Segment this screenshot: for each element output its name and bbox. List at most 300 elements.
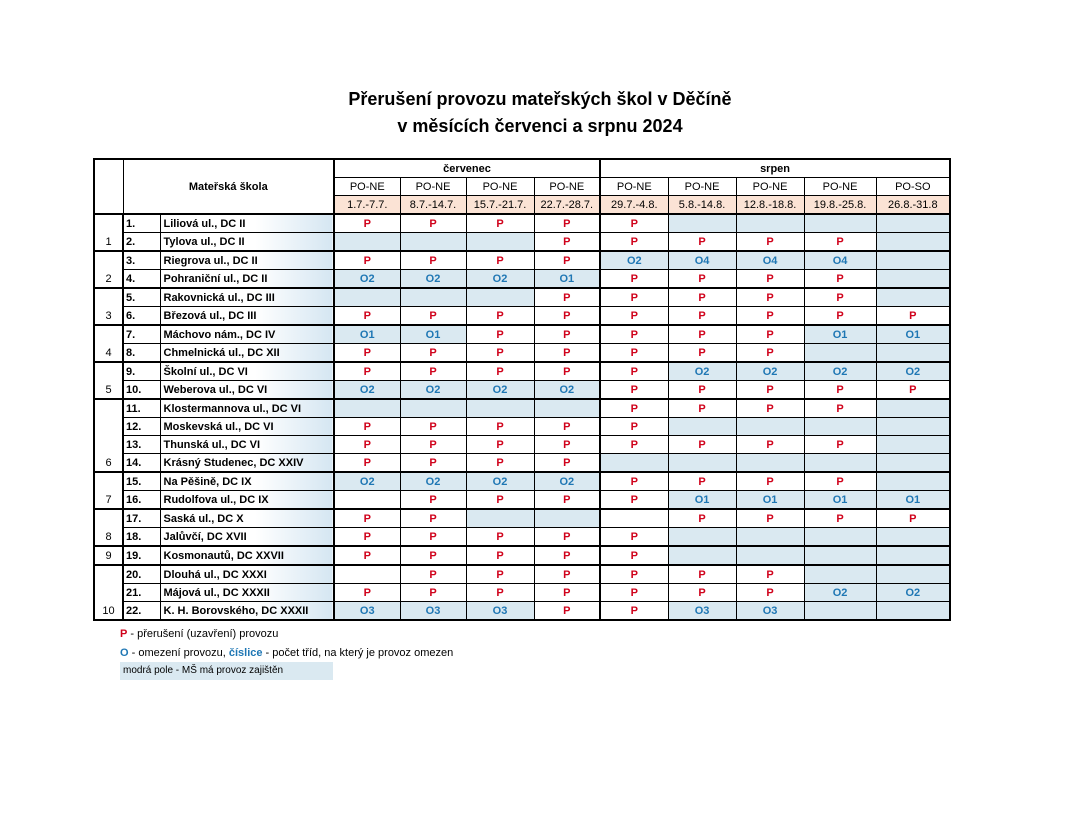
closure-mark: P <box>563 328 571 341</box>
limited-mark: O2 <box>425 272 441 285</box>
status-cell <box>466 472 534 491</box>
closure-mark: P <box>630 475 638 488</box>
status-cell <box>668 418 736 436</box>
closure-mark: P <box>429 309 437 322</box>
status-cell <box>334 528 400 547</box>
closure-mark: P <box>630 383 638 396</box>
status-cell <box>466 251 534 270</box>
weekday-header: PO-NE <box>804 178 876 196</box>
status-cell <box>534 509 600 528</box>
school-number: 17. <box>123 509 160 528</box>
status-cell <box>736 565 804 584</box>
status-cell <box>600 399 668 418</box>
status-cell <box>400 233 466 252</box>
closure-mark: P <box>429 217 437 230</box>
table-row <box>94 602 950 621</box>
legend-p-symbol: P <box>120 628 128 640</box>
status-cell <box>334 399 400 418</box>
closure-mark: P <box>563 586 571 599</box>
status-cell <box>600 528 668 547</box>
status-cell <box>804 546 876 565</box>
school-name: Liliová ul., DC II <box>160 214 334 233</box>
limited-mark: O2 <box>425 475 441 488</box>
status-cell <box>668 270 736 289</box>
weekday-header: PO-NE <box>400 178 466 196</box>
status-cell <box>534 472 600 491</box>
table-row <box>94 307 950 326</box>
status-cell <box>876 472 950 491</box>
status-cell <box>876 528 950 547</box>
status-cell <box>334 214 400 233</box>
status-cell <box>804 472 876 491</box>
status-cell <box>600 491 668 510</box>
status-cell <box>876 565 950 584</box>
school-number: 14. <box>123 454 160 473</box>
closure-mark: P <box>363 438 371 451</box>
closure-mark: P <box>630 438 638 451</box>
table-row <box>94 454 950 473</box>
closure-mark: P <box>766 402 774 415</box>
closure-mark: P <box>630 346 638 359</box>
status-cell <box>804 509 876 528</box>
status-cell <box>400 472 466 491</box>
status-cell <box>736 602 804 621</box>
status-cell <box>334 584 400 602</box>
week-date-header: 8.7.-14.7. <box>400 196 466 215</box>
status-cell <box>804 436 876 454</box>
title-line-2: v měsících červenci a srpnu 2024 <box>397 116 683 136</box>
status-cell <box>668 472 736 491</box>
closure-mark: P <box>429 420 437 433</box>
closure-mark: P <box>836 512 844 525</box>
status-cell <box>600 344 668 363</box>
limited-mark: O1 <box>762 493 778 506</box>
closure-mark: P <box>698 328 706 341</box>
closure-mark: P <box>630 217 638 230</box>
school-name: Saská ul., DC X <box>160 509 334 528</box>
status-cell <box>400 546 466 565</box>
status-cell <box>804 251 876 270</box>
closure-mark: P <box>630 420 638 433</box>
table-row <box>94 491 950 510</box>
status-cell <box>668 546 736 565</box>
status-cell <box>736 584 804 602</box>
closure-mark: P <box>363 365 371 378</box>
limited-mark: O4 <box>762 254 778 267</box>
closure-mark: P <box>496 493 504 506</box>
status-cell <box>466 546 534 565</box>
limited-mark: O1 <box>832 328 848 341</box>
status-cell <box>668 399 736 418</box>
closure-mark: P <box>563 530 571 543</box>
header-row-months <box>94 159 950 178</box>
closure-mark: P <box>766 346 774 359</box>
school-name: Májová ul., DC XXXII <box>160 584 334 602</box>
closure-mark: P <box>496 568 504 581</box>
limited-mark: O3 <box>492 604 508 617</box>
status-cell <box>600 251 668 270</box>
closure-mark: P <box>630 568 638 581</box>
closure-mark: P <box>836 402 844 415</box>
school-name: Školní ul., DC VI <box>160 362 334 381</box>
status-cell <box>668 491 736 510</box>
status-cell <box>668 344 736 363</box>
status-cell <box>668 325 736 344</box>
limited-mark: O1 <box>359 328 375 341</box>
closure-mark: P <box>766 328 774 341</box>
table-row <box>94 509 950 528</box>
closure-mark: P <box>429 530 437 543</box>
limited-mark: O1 <box>905 328 921 341</box>
status-cell <box>876 270 950 289</box>
table-row <box>94 528 950 547</box>
status-cell <box>534 344 600 363</box>
closure-mark: P <box>836 438 844 451</box>
status-cell <box>466 565 534 584</box>
school-name: Thunská ul., DC VI <box>160 436 334 454</box>
week-date-header: 5.8.-14.8. <box>668 196 736 215</box>
status-cell <box>876 344 950 363</box>
school-name: Riegrova ul., DC II <box>160 251 334 270</box>
status-cell <box>534 528 600 547</box>
closure-mark: P <box>630 402 638 415</box>
weekday-header: PO-SO <box>876 178 950 196</box>
status-cell <box>534 214 600 233</box>
closure-mark: P <box>630 586 638 599</box>
school-name: Weberova ul., DC VI <box>160 381 334 400</box>
table-row <box>94 418 950 436</box>
closure-mark: P <box>496 365 504 378</box>
status-cell <box>876 325 950 344</box>
status-cell <box>804 307 876 326</box>
status-cell <box>876 399 950 418</box>
closure-mark: P <box>698 402 706 415</box>
school-name: Chmelnická ul., DC XII <box>160 344 334 363</box>
status-cell <box>400 509 466 528</box>
status-cell <box>534 381 600 400</box>
limited-mark: O2 <box>762 365 778 378</box>
limited-mark: O2 <box>694 365 710 378</box>
status-cell <box>334 546 400 565</box>
status-cell <box>668 602 736 621</box>
limited-mark: O1 <box>559 272 575 285</box>
status-cell <box>534 270 600 289</box>
status-cell <box>400 565 466 584</box>
status-cell <box>400 288 466 307</box>
status-cell <box>736 381 804 400</box>
status-cell <box>334 602 400 621</box>
closure-mark: P <box>630 309 638 322</box>
status-cell <box>804 418 876 436</box>
school-number: 9. <box>123 362 160 381</box>
status-cell <box>534 418 600 436</box>
closure-mark: P <box>698 346 706 359</box>
table-row <box>94 565 950 584</box>
closure-mark: P <box>766 568 774 581</box>
legend-o-text-b: - počet tříd, na který je provoz omezen <box>262 647 454 659</box>
limited-mark: O4 <box>832 254 848 267</box>
status-cell <box>534 546 600 565</box>
status-cell <box>876 546 950 565</box>
status-cell <box>804 325 876 344</box>
status-cell <box>736 454 804 473</box>
status-cell <box>334 418 400 436</box>
status-cell <box>876 233 950 252</box>
status-cell <box>534 307 600 326</box>
status-cell <box>534 565 600 584</box>
closure-mark: P <box>909 309 917 322</box>
status-cell <box>600 288 668 307</box>
limited-mark: O3 <box>359 604 375 617</box>
status-cell <box>466 454 534 473</box>
group-number: 8 <box>94 509 123 546</box>
school-number: 16. <box>123 491 160 510</box>
status-cell <box>334 233 400 252</box>
status-cell <box>400 251 466 270</box>
status-cell <box>534 436 600 454</box>
closure-mark: P <box>496 549 504 562</box>
closure-mark: P <box>496 586 504 599</box>
status-cell <box>736 270 804 289</box>
header-school: Mateřská škola <box>123 159 334 214</box>
closure-mark: P <box>429 254 437 267</box>
status-cell <box>466 602 534 621</box>
limited-mark: O2 <box>492 475 508 488</box>
weekday-header: PO-NE <box>466 178 534 196</box>
status-cell <box>668 362 736 381</box>
status-cell <box>736 233 804 252</box>
school-name: Máchovo nám., DC IV <box>160 325 334 344</box>
table-row <box>94 288 950 307</box>
status-cell <box>600 307 668 326</box>
closure-mark: P <box>630 291 638 304</box>
closure-mark: P <box>630 549 638 562</box>
school-name: Klostermannova ul., DC VI <box>160 399 334 418</box>
school-name: Krásný Studenec, DC XXIV <box>160 454 334 473</box>
closure-mark: P <box>698 309 706 322</box>
group-number: 4 <box>94 325 123 362</box>
header-month-july: červenec <box>334 159 600 178</box>
status-cell <box>736 288 804 307</box>
status-cell <box>736 436 804 454</box>
status-cell <box>804 362 876 381</box>
closure-mark: P <box>496 254 504 267</box>
weekday-header: PO-NE <box>668 178 736 196</box>
group-number: 7 <box>94 472 123 509</box>
status-cell <box>334 381 400 400</box>
closure-mark: P <box>563 604 571 617</box>
closure-mark: P <box>363 346 371 359</box>
status-cell <box>334 251 400 270</box>
closure-mark: P <box>698 512 706 525</box>
status-cell <box>466 233 534 252</box>
status-cell <box>804 454 876 473</box>
school-name: Jalůvčí, DC XVII <box>160 528 334 547</box>
group-number: 9 <box>94 546 123 565</box>
school-number: 1. <box>123 214 160 233</box>
status-cell <box>534 288 600 307</box>
closure-mark: P <box>563 438 571 451</box>
table-row <box>94 399 950 418</box>
status-cell <box>400 325 466 344</box>
legend-blue: modrá pole - MŠ má provoz zajištěn <box>120 662 333 680</box>
closure-mark: P <box>766 383 774 396</box>
closure-mark: P <box>363 530 371 543</box>
status-cell <box>334 565 400 584</box>
school-number: 22. <box>123 602 160 621</box>
school-number: 12. <box>123 418 160 436</box>
closure-mark: P <box>766 291 774 304</box>
limited-mark: O4 <box>694 254 710 267</box>
weekday-header: PO-NE <box>534 178 600 196</box>
status-cell <box>668 233 736 252</box>
status-cell <box>876 454 950 473</box>
school-name: Tylova ul., DC II <box>160 233 334 252</box>
closure-mark: P <box>836 309 844 322</box>
limited-mark: O2 <box>425 383 441 396</box>
closure-mark: P <box>363 217 371 230</box>
legend-p <box>120 626 278 642</box>
closure-mark: P <box>698 475 706 488</box>
status-cell <box>334 344 400 363</box>
weekday-header: PO-NE <box>736 178 804 196</box>
status-cell <box>736 472 804 491</box>
closure-mark: P <box>766 475 774 488</box>
closure-mark: P <box>630 365 638 378</box>
status-cell <box>400 454 466 473</box>
school-name: Pohraniční ul., DC II <box>160 270 334 289</box>
closure-mark: P <box>563 346 571 359</box>
status-cell <box>400 362 466 381</box>
closure-mark: P <box>496 328 504 341</box>
school-number: 20. <box>123 565 160 584</box>
status-cell <box>534 454 600 473</box>
limited-mark: O2 <box>359 272 375 285</box>
closure-mark: P <box>563 549 571 562</box>
closure-mark: P <box>563 420 571 433</box>
closure-mark: P <box>563 365 571 378</box>
status-cell <box>668 454 736 473</box>
school-number: 21. <box>123 584 160 602</box>
group-number: 5 <box>94 362 123 399</box>
closure-mark: P <box>496 309 504 322</box>
closure-mark: P <box>496 530 504 543</box>
school-name: Kosmonautů, DC XXVII <box>160 546 334 565</box>
status-cell <box>534 325 600 344</box>
status-cell <box>736 307 804 326</box>
school-name: Moskevská ul., DC VI <box>160 418 334 436</box>
school-name: Březová ul., DC III <box>160 307 334 326</box>
closure-mark: P <box>836 272 844 285</box>
closure-mark: P <box>429 493 437 506</box>
limited-mark: O2 <box>492 272 508 285</box>
closure-mark: P <box>363 586 371 599</box>
limited-mark: O2 <box>492 383 508 396</box>
status-cell <box>334 270 400 289</box>
closure-mark: P <box>836 383 844 396</box>
status-cell <box>804 214 876 233</box>
school-number: 10. <box>123 381 160 400</box>
limited-mark: O3 <box>425 604 441 617</box>
group-number: 10 <box>94 565 123 620</box>
status-cell <box>876 307 950 326</box>
legend-o-text-a: - omezení provozu, <box>128 647 229 659</box>
title-line-1: Přerušení provozu mateřských škol v Děčíně <box>348 89 732 109</box>
status-cell <box>668 307 736 326</box>
status-cell <box>876 584 950 602</box>
legend-o-word: číslice <box>228 647 263 659</box>
status-cell <box>600 454 668 473</box>
status-cell <box>400 214 466 233</box>
status-cell <box>466 528 534 547</box>
limited-mark: O2 <box>905 586 921 599</box>
closure-mark: P <box>630 604 638 617</box>
status-cell <box>466 436 534 454</box>
status-cell <box>534 602 600 621</box>
status-cell <box>804 602 876 621</box>
status-cell <box>534 362 600 381</box>
status-cell <box>334 307 400 326</box>
status-cell <box>466 584 534 602</box>
table-row <box>94 233 950 252</box>
closure-mark: P <box>698 568 706 581</box>
status-cell <box>334 436 400 454</box>
closure-mark: P <box>363 549 371 562</box>
status-cell <box>466 381 534 400</box>
status-cell <box>668 528 736 547</box>
school-number: 5. <box>123 288 160 307</box>
legend-o <box>120 645 453 661</box>
status-cell <box>668 565 736 584</box>
closure-mark: P <box>698 235 706 248</box>
table-row <box>94 546 950 565</box>
status-cell <box>804 233 876 252</box>
status-cell <box>876 251 950 270</box>
status-cell <box>466 418 534 436</box>
status-cell <box>466 491 534 510</box>
status-cell <box>600 565 668 584</box>
status-cell <box>668 251 736 270</box>
header-month-august: srpen <box>600 159 950 178</box>
closure-mark: P <box>563 493 571 506</box>
status-cell <box>600 418 668 436</box>
closure-mark: P <box>496 420 504 433</box>
closure-mark: P <box>496 217 504 230</box>
schedule-table <box>93 158 951 621</box>
status-cell <box>600 584 668 602</box>
status-cell <box>400 344 466 363</box>
table-row <box>94 325 950 344</box>
status-cell <box>876 418 950 436</box>
closure-mark: P <box>429 568 437 581</box>
status-cell <box>534 233 600 252</box>
closure-mark: P <box>496 456 504 469</box>
group-number: 1 <box>94 214 123 251</box>
status-cell <box>534 399 600 418</box>
status-cell <box>804 491 876 510</box>
status-cell <box>466 325 534 344</box>
status-cell <box>600 509 668 528</box>
legend-p-text: - přerušení (uzavření) provozu <box>127 628 279 640</box>
closure-mark: P <box>630 272 638 285</box>
closure-mark: P <box>563 568 571 581</box>
limited-mark: O1 <box>832 493 848 506</box>
week-date-header: 15.7.-21.7. <box>466 196 534 215</box>
limited-mark: O3 <box>762 604 778 617</box>
status-cell <box>334 288 400 307</box>
limited-mark: O2 <box>626 254 642 267</box>
closure-mark: P <box>766 512 774 525</box>
